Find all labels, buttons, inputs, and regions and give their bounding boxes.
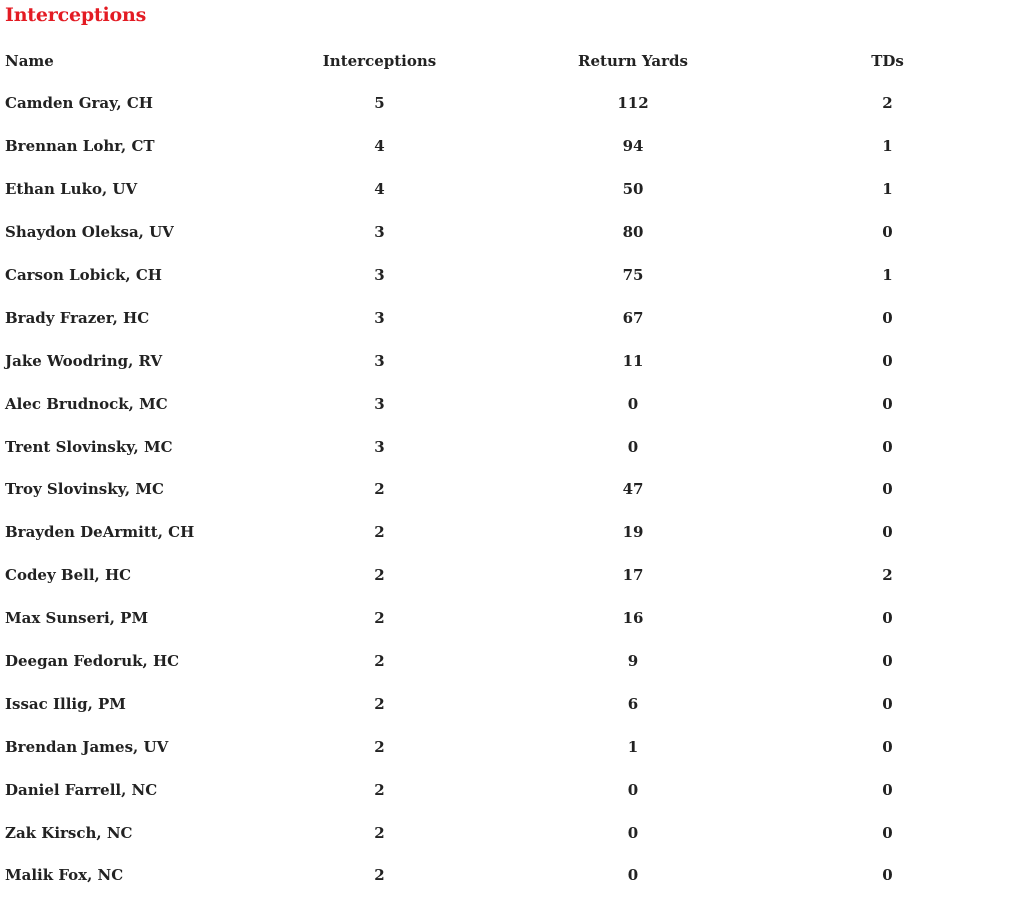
player-name: Troy Slovinsky, MC	[5, 480, 164, 499]
tds-cell: 0	[882, 866, 893, 885]
tds-cell: 1	[882, 266, 893, 284]
player-name: Brady Frazer, HC	[5, 308, 150, 327]
player-name: Zak Kirsch, NC	[5, 823, 133, 842]
tds-cell: 0	[882, 609, 893, 628]
table-row	[0, 854, 1015, 897]
interceptions-cell: 3	[374, 266, 385, 284]
interceptions-cell: 2	[374, 566, 385, 585]
tds-cell: 0	[882, 737, 893, 756]
interceptions-cell: 2	[374, 823, 385, 842]
tds-cell: 0	[882, 694, 893, 713]
player-name: Daniel Farrell, NC	[5, 780, 158, 799]
player-name: Codey Bell, HC	[5, 566, 132, 585]
player-name: Ethan Luko, UV	[5, 180, 138, 199]
return-yards-cell: 11	[622, 351, 644, 370]
interceptions-cell: 2	[374, 737, 385, 756]
tds-cell: 2	[882, 566, 893, 585]
header-return-yards: Return Yards	[578, 51, 688, 70]
player-name: Camden Gray, CH	[5, 94, 153, 113]
table-row	[0, 211, 1015, 254]
return-yards-cell: 19	[622, 523, 644, 542]
return-yards-cell: 47	[622, 480, 644, 499]
tds-cell: 0	[882, 223, 893, 242]
table-row	[0, 554, 1015, 597]
return-yards-cell: 0	[627, 437, 639, 456]
interceptions-cell: 3	[374, 223, 385, 242]
tds-cell: 0	[882, 480, 893, 499]
tds-cell: 0	[882, 652, 893, 671]
table-row	[0, 725, 1015, 768]
table-row	[0, 640, 1015, 683]
return-yards-cell: 0	[627, 394, 639, 413]
table-row	[0, 339, 1015, 382]
interceptions-cell: 3	[374, 308, 385, 327]
table-row	[0, 768, 1015, 811]
player-name: Carson Lobick, CH	[5, 266, 162, 284]
interceptions-cell: 5	[374, 94, 385, 113]
interceptions-cell: 2	[374, 866, 385, 885]
table-row	[0, 682, 1015, 725]
interceptions-cell: 2	[374, 480, 385, 499]
tds-cell: 0	[882, 351, 893, 370]
player-name: Brayden DeArmitt, CH	[5, 523, 195, 542]
interceptions-cell: 2	[374, 780, 385, 799]
return-yards-cell: 0	[627, 780, 639, 799]
return-yards-cell: 0	[627, 866, 639, 885]
interceptions-cell: 4	[374, 180, 385, 199]
player-name: Issac Illig, PM	[5, 694, 126, 713]
return-yards-cell: 50	[622, 180, 644, 199]
return-yards-cell: 16	[622, 609, 644, 628]
table-row	[0, 382, 1015, 425]
player-name: Shaydon Oleksa, UV	[5, 223, 174, 242]
interceptions-cell: 2	[374, 652, 385, 671]
interceptions-cell: 2	[374, 523, 385, 542]
tds-cell: 0	[882, 308, 893, 327]
player-name: Jake Woodring, RV	[5, 351, 163, 370]
table-row	[0, 597, 1015, 640]
tds-cell: 2	[882, 94, 893, 113]
header-interceptions: Interceptions	[322, 51, 437, 70]
table-row	[0, 511, 1015, 554]
table-row	[0, 82, 1015, 125]
return-yards-cell: 67	[622, 308, 644, 327]
player-name: Max Sunseri, PM	[5, 609, 149, 628]
interceptions-table	[0, 39, 1015, 897]
interceptions-cell: 3	[374, 394, 385, 413]
player-name: Deegan Fedoruk, HC	[5, 652, 180, 671]
tds-cell: 0	[882, 823, 893, 842]
tds-cell: 1	[882, 137, 893, 156]
table-row	[0, 254, 1015, 297]
table-row	[0, 125, 1015, 168]
interceptions-cell: 4	[374, 137, 385, 156]
table-row	[0, 425, 1015, 468]
player-name: Alec Brudnock, MC	[5, 394, 168, 413]
interceptions-cell: 3	[374, 351, 385, 370]
return-yards-cell: 17	[622, 566, 644, 585]
player-name: Malik Fox, NC	[5, 866, 124, 885]
header-name: Name	[5, 51, 54, 70]
player-name: Brendan James, UV	[5, 737, 169, 756]
table-row	[0, 811, 1015, 854]
tds-cell: 0	[882, 523, 893, 542]
return-yards-cell: 94	[622, 137, 644, 156]
player-name: Brennan Lohr, CT	[5, 137, 155, 156]
table-row	[0, 168, 1015, 211]
tds-cell: 0	[882, 780, 893, 799]
header-tds: TDs	[871, 51, 904, 70]
return-yards-cell: 6	[627, 694, 639, 713]
tds-cell: 1	[882, 180, 893, 199]
tds-cell: 0	[882, 437, 893, 456]
tds-cell: 0	[882, 394, 893, 413]
page-title: Interceptions	[5, 4, 147, 26]
table-header-row	[0, 39, 1015, 82]
interceptions-cell: 2	[374, 609, 385, 628]
return-yards-cell: 1	[627, 737, 639, 756]
return-yards-cell: 0	[627, 823, 639, 842]
return-yards-cell: 80	[622, 223, 644, 242]
return-yards-cell: 112	[617, 94, 649, 113]
table-row	[0, 468, 1015, 511]
player-name: Trent Slovinsky, MC	[5, 437, 173, 456]
return-yards-cell: 9	[627, 652, 639, 671]
interceptions-cell: 2	[374, 694, 385, 713]
return-yards-cell: 75	[622, 266, 644, 284]
table-row	[0, 296, 1015, 339]
interceptions-cell: 3	[374, 437, 385, 456]
